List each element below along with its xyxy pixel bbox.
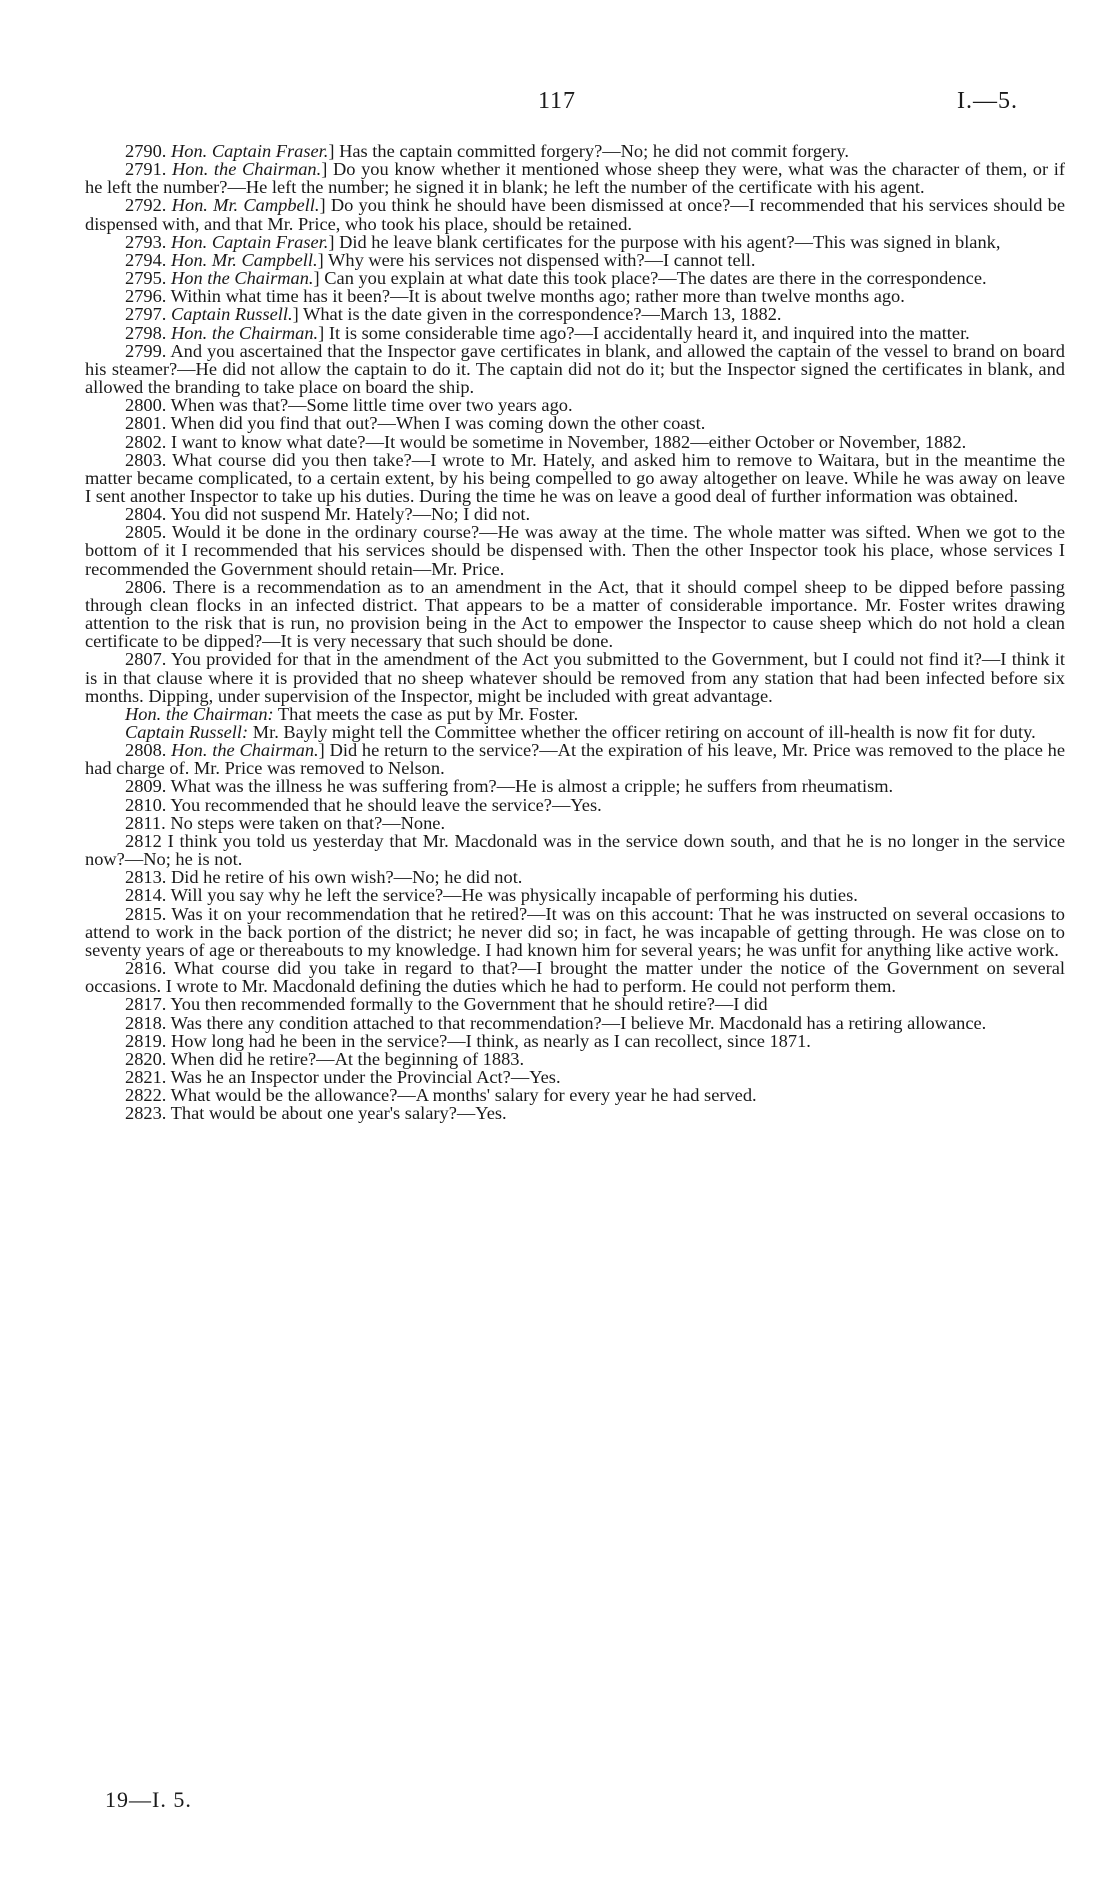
paragraph-text: What was the illness he was suffering from?—He is almost a cripple; he suffers from rheumatism. (170, 776, 894, 797)
question-paragraph (85, 796, 1065, 814)
question-paragraph: 2791. Hon. the Chairman.] Do you know whether it mentioned whose sheep they were, what was the character of them, or if he left the number?—He left the number; he signed it in blank; he left the number of the certificate with his agent. (85, 159, 1065, 198)
speaker-name: Hon. Mr. Campbell. (171, 249, 318, 270)
question-paragraph (85, 777, 1065, 795)
question-number: 2805. (125, 522, 167, 543)
question-paragraph (85, 705, 1065, 723)
paragraph-text: How long had he been in the service?—I think, as nearly as I can recollect, since 1871. (171, 1030, 811, 1051)
question-paragraph (85, 995, 1065, 1013)
speaker-name: Captain Russell: (125, 722, 249, 742)
question-paragraph: 2794. Hon. Mr. Campbell.] Why were his services not dispensed with?—I cannot tell. (125, 249, 756, 270)
paragraph-text: Has the captain committed forgery?—No; he did not commit forgery. (339, 141, 849, 161)
paragraph-text: That would be about one year's salary?—Yes. (170, 1103, 507, 1124)
question-number: 2818. (125, 1012, 167, 1033)
question-number: 2817. (125, 994, 167, 1015)
question-paragraph (85, 886, 1065, 904)
question-paragraph: 2798. Hon. the Chairman.] It is some considerable time ago?—I accidentally heard it, and inquired into the matter. (125, 322, 970, 343)
question-paragraph: 2790. Hon. Captain Fraser.] Has the captain committed forgery?—No; he did not commit forgery. (125, 141, 849, 161)
question-paragraph (85, 905, 1065, 959)
paragraph-text: Do you know whether it mentioned whose sheep they were, what was the character of them, or if he left the number?—He left the number; he signed it in blank; he left the number of the certificate with his agent. (85, 159, 1065, 198)
paragraph-text: Was he an Inspector under the Provincial Act?—Yes. (170, 1066, 561, 1087)
paragraph-text: Do you think he should have been dismissed at once?—I recommended that his services should be dispensed with, and that Mr. Price, who took his place, should be retained. (85, 195, 1065, 234)
paragraph-text: Did he return to the service?—At the expiration of his leave, Mr. Price was removed to the place he had charge of. Mr. Price was removed to Nelson. (85, 740, 1065, 779)
paragraph-text: Was it on your recommendation that he retired?—It was on this account: That he was instructed on several occasions to attend to work in the back portion of the district; he never did so; in fact, he was incapable of getting through. He was close on to seventy years of age or thereabouts to my knowledge. I had known him for several years; he was unfit for anything like active work. (85, 903, 1066, 960)
question-paragraph: 2797. Captain Russell.] What is the date given in the correspondence?—March 13, 1882. (125, 304, 782, 325)
question-paragraph (85, 1104, 1065, 1122)
question-number: 2798. (125, 322, 167, 343)
paragraph-text: When was that?—Some little time over two years ago. (170, 395, 573, 416)
minutes-of-evidence (85, 142, 1065, 1122)
sheet-signature: 19—I. 5. (105, 1787, 192, 1812)
question-paragraph (85, 287, 1065, 305)
question-number: 2806. (125, 576, 167, 597)
paragraph-text: What is the date given in the correspondence?—March 13, 1882. (302, 304, 782, 325)
paragraph-text: Will you say why he left the service?—He was physically incapable of performing his duties. (170, 885, 858, 906)
question-number: 2807. (125, 649, 167, 670)
question-number: 2811. (125, 812, 166, 833)
question-number: 2800. (125, 395, 167, 416)
speaker-name: Hon. the Chairman. (171, 322, 319, 343)
question-paragraph (85, 1050, 1065, 1068)
paragraph-text: What would be the allowance?—A months' salary for every year he had served. (170, 1085, 757, 1106)
question-number: 2804. (125, 504, 167, 525)
paragraph-text: Can you explain at what date this took place?—The dates are there in the correspondence. (324, 268, 987, 289)
question-paragraph (85, 523, 1065, 577)
question-number: 2812 (125, 830, 162, 851)
paragraph-text: And you ascertained that the Inspector gave certificates in blank, and allowed the captain of the vessel to brand on board his steamer?—He did not allow the captain to do it. The captain did not do it; but the Inspector signed the certificates in blank, and allowed the branding to take place on board the ship. (85, 340, 1065, 398)
question-number: 2799. (125, 340, 167, 361)
question-paragraph (85, 832, 1065, 868)
paragraph-text: Did he leave blank certificates for the purpose with his agent?—This was signed in blank, (339, 231, 1001, 252)
question-number: 2796. (125, 286, 167, 307)
speaker-name: Hon. Captain Fraser. (171, 141, 329, 161)
question-paragraph (85, 1032, 1065, 1050)
speaker-name: Hon. the Chairman: (125, 703, 274, 724)
question-number: 2821. (125, 1066, 167, 1087)
question-number: 2794. (125, 249, 167, 270)
question-number: 2791. (125, 159, 167, 180)
question-number: 2820. (125, 1048, 167, 1069)
paragraph-text: Did he retire of his own wish?—No; he did not. (171, 867, 523, 888)
question-paragraph (85, 1014, 1065, 1032)
question-number: 2793. (125, 231, 167, 252)
question-number: 2802. (125, 431, 167, 452)
question-paragraph (85, 396, 1065, 414)
paragraph-text: Would it be done in the ordinary course?—He was away at the time. The whole matter was sifted. When we got to the bottom of it I recommended that his services should be dispensed with. Then the other Inspector took his place, whose services I recommended the Government should retain—Mr. Price. (85, 522, 1066, 579)
speaker-name: Hon. the Chairman. (171, 740, 319, 761)
question-number: 2816. (125, 958, 167, 979)
question-number: 2823. (125, 1103, 167, 1124)
question-paragraph: 2808. Hon. the Chairman.] Did he return to the service?—At the expiration of his leave, Mr. Price was removed to the place he had charge of. Mr. Price was removed to Nelson. (85, 740, 1065, 779)
paper-reference: I.—5. (957, 88, 1018, 114)
question-paragraph (85, 1086, 1065, 1104)
question-paragraph (85, 451, 1065, 505)
paragraph-text: What course did you then take?—I wrote to Mr. Hately, and asked him to remove to Waitara, but in the meantime the matter became complicated, to a certain extent, by his being compelled to go away altogether on leave. While he was away on leave I sent another Inspector to take up his duties. During the time he was on leave a good deal of further information was obtained. (85, 449, 1065, 506)
question-paragraph (85, 342, 1065, 396)
paragraph-text: That meets the case as put by Mr. Foster. (277, 703, 579, 724)
paragraph-text: When did you find that out?—When I was coming down the other coast. (170, 413, 706, 434)
question-paragraph (85, 814, 1065, 832)
question-number: 2810. (125, 794, 167, 815)
question-number: 2803. (125, 449, 167, 470)
paragraph-text: Was there any condition attached to that recommendation?—I believe Mr. Macdonald has a retiring allowance. (170, 1012, 987, 1033)
question-number: 2819. (125, 1030, 167, 1051)
paragraph-text: No steps were taken on that?—None. (170, 812, 446, 833)
question-number: 2809. (125, 776, 167, 797)
paragraph-text: It is some considerable time ago?—I accidentally heard it, and inquired into the matter. (328, 322, 970, 343)
speaker-name: Hon. the Chairman. (172, 159, 322, 180)
paragraph-text: When did he retire?—At the beginning of 1883. (170, 1048, 525, 1069)
paragraph-text: You then recommended formally to the Government that he should retire?—I did (170, 994, 768, 1015)
paragraph-text: You did not suspend Mr. Hately?—No; I did not. (170, 504, 531, 525)
speaker-name: Hon. Mr. Campbell. (171, 195, 320, 216)
question-number: 2801. (125, 413, 167, 434)
question-paragraph: 2795. Hon the Chairman.] Can you explain at what date this took place?—The dates are there in the correspondence. (125, 268, 987, 289)
paragraph-text: What course did you take in regard to that?—I brought the matter under the notice of the Government on several occasions. I wrote to Mr. Macdonald defining the duties which he had to perform. He could not perform them. (85, 958, 1066, 997)
question-number: 2813. (125, 867, 167, 888)
question-paragraph (85, 505, 1065, 523)
question-paragraph (85, 433, 1065, 451)
question-number: 2822. (125, 1085, 167, 1106)
speaker-name: Captain Russell. (171, 304, 293, 325)
paragraph-text: I want to know what date?—It would be sometime in November, 1882—either October or November, 1882. (171, 431, 967, 452)
paragraph-text: There is a recommendation as to an amendment in the Act, that it should compel sheep to be dipped before passing through clean flocks in an infected district. That appears to be a matter of considerable importance. Mr. Foster writes drawing attention to the risk that is run, no provision being in the Act to empower the Inspector to cause sheep which do not hold a clean certificate to be dipped?—It is very necessary that such should be done. (85, 576, 1065, 652)
question-number: 2797. (125, 304, 167, 325)
question-number: 2795. (125, 268, 167, 289)
paragraph-text: I think you told us yesterday that Mr. Macdonald was in the service down south, and that he is no longer in the service now?—No; he is not. (85, 830, 1065, 870)
question-paragraph (85, 868, 1065, 886)
question-paragraph (85, 723, 1065, 741)
question-number: 2808. (125, 740, 167, 761)
question-paragraph (85, 650, 1065, 704)
paragraph-text: Within what time has it been?—It is about twelve months ago; rather more than twelve months ago. (170, 286, 905, 307)
question-number: 2815. (125, 903, 167, 924)
question-paragraph (85, 414, 1065, 432)
paragraph-text: Why were his services not dispensed with?—I cannot tell. (328, 249, 756, 270)
question-paragraph: 2792. Hon. Mr. Campbell.] Do you think he should have been dismissed at once?—I recommended that his services should be dispensed with, and that Mr. Price, who took his place, should be retained. (85, 195, 1065, 234)
question-number: 2790. (125, 141, 167, 161)
speaker-name: Hon. Captain Fraser. (171, 231, 329, 252)
question-paragraph (85, 959, 1065, 995)
question-number: 2792. (125, 195, 167, 216)
paragraph-text: You provided for that in the amendment of the Act you submitted to the Government, but I could not find it?—I think it is in that clause where it is provided that no sheep whatever should be removed from any station that had been infected before six months. Dipping, under supervision of the Inspector, might be included with great advantage. (85, 649, 1065, 706)
page-number: 117 (537, 88, 577, 114)
question-paragraph (85, 578, 1065, 651)
paragraph-text: You recommended that he should leave the service?—Yes. (170, 794, 602, 815)
question-paragraph: 2793. Hon. Captain Fraser.] Did he leave blank certificates for the purpose with his agent?—This was signed in blank, (125, 231, 1001, 252)
question-number: 2814. (125, 885, 167, 906)
question-paragraph (85, 1068, 1065, 1086)
speaker-name: Hon the Chairman. (171, 268, 314, 289)
paragraph-text: Mr. Bayly might tell the Committee whether the officer retiring on account of ill-health is now fit for duty. (252, 722, 1036, 742)
